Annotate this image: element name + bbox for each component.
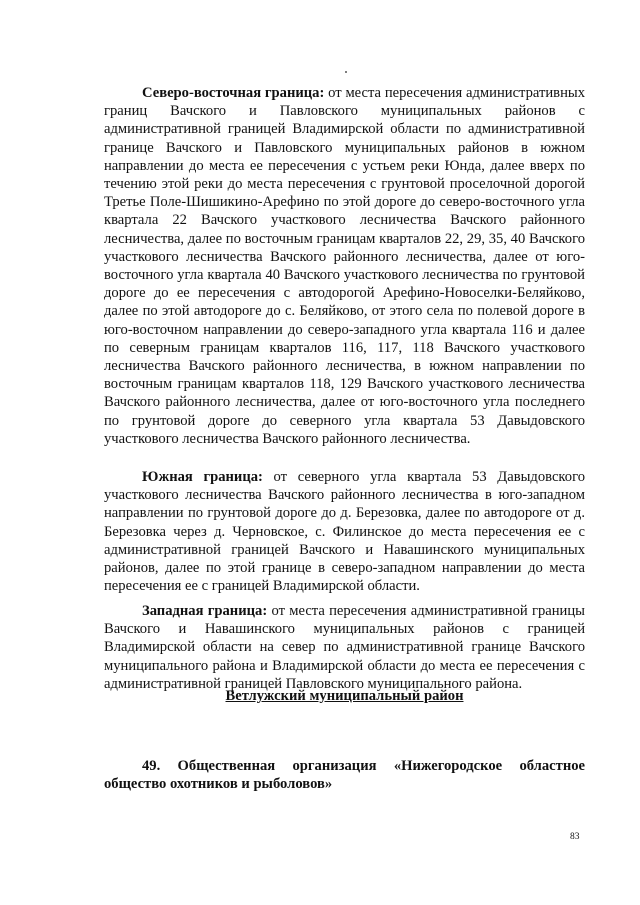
northeast-border-heading: Северо-восточная граница:	[142, 85, 325, 101]
west-border-paragraph	[104, 602, 585, 693]
northeast-border-text: от места пересечения административных границ Вачского и Павловского муниципальных районов с административной границей Владимирской области по административной границе Вачского и Павловского муниципальных районов в южном направлении до места ее пересечения с устьем реки Юнда, далее вверх по течению этой реки до места пересечения с грунтовой проселочной дорогой Третье Поле-Шишикино-Арефино по этой дороге до северо-восточного угла квартала 22 Вачского участкового лесничества Вачского районного лесничества, далее по восточным границам кварталов 22, 29, 35, 40 Вачского участкового лесничества Вачского районного лесничества, далее от юго-восточного угла квартала 40 Вачского участкового лесничества по грунтовой дороге до ее пересечения с автодорогой Арефино-Новоселки-Беляйково, далее по этой автодороге до с. Беляйково, от этого села по полевой дороге в юго-восточном направлении до северо-западного угла квартала 116 и далее по северным границам кварталов 116, 117, 118 Вачского участкового лесничества Вачского районного лесничества, в южном направлении по восточным границам кварталов 118, 129 Вачского участкового лесничества Вачского районного лесничества, далее от юго-восточного угла последнего по грунтовой дороге до северного угла квартала 53 Давыдовского участкового лесничества Вачского районного лесничества.	[104, 85, 585, 447]
south-border-text: от северного угла квартала 53 Давыдовского участкового лесничества Вачского районного лесничества в юго-западном направлении по грунтовой дороге до д. Березовка, далее по автодороге от д. Березовка через д. Черновское, с. Филинское до места пересечения ее с административной границей Вачского и Навашинского муниципальных районов, далее по этой границе в северо-западном направлении до места пересечения ее с границей Владимирской области.	[104, 469, 585, 595]
west-border-text: от места пересечения административной границы Вачского и Навашинского муниципальных районов с границей Владимирской области на север по административной границе Вачского муниципального района и Владимирской области до места ее пересечения с административной границей Павловского муниципального района.	[104, 603, 585, 692]
numbered-item-title: 49. Общественная организация «Нижегородское областное общество охотников и рыболовов»	[104, 758, 585, 793]
south-border-paragraph	[104, 468, 585, 595]
south-border-heading: Южная граница:	[142, 469, 263, 485]
district-heading: Ветлужский муниципальный район	[225, 688, 464, 704]
northeast-border-paragraph	[104, 84, 585, 448]
page-number: 83	[570, 832, 580, 842]
scan-speck	[345, 71, 347, 73]
west-border-heading: Западная граница:	[142, 603, 268, 619]
